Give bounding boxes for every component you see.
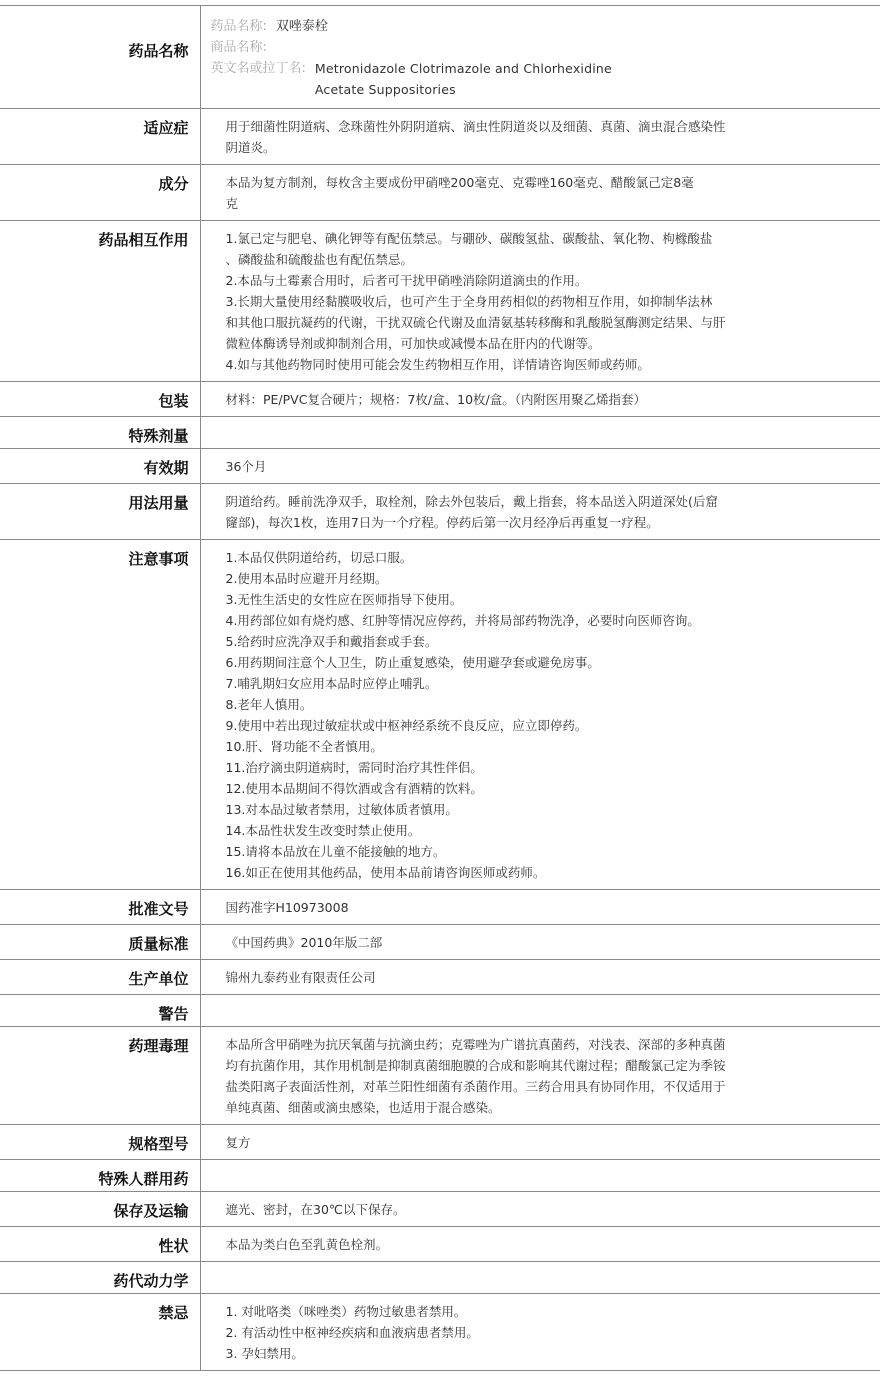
value-line: 4.用药部位如有烧灼感、红肿等情况应停药，并将局部药物洗净，必要时向医师咨询。 — [226, 610, 791, 631]
value-line: 2.本品与土霉素合用时，后者可干扰甲硝唑消除阴道滴虫的作用。 — [226, 270, 791, 291]
info-row — [0, 890, 880, 925]
value-line: 9.使用中若出现过敏症状或中枢神经系统不良反应，应立即停药。 — [226, 715, 791, 736]
value-line: 14.本品性状发生改变时禁止使用。 — [226, 820, 791, 841]
row-label: 特殊人群用药 — [0, 1160, 200, 1192]
row-label: 适应症 — [0, 109, 200, 165]
row-label: 药品名称 — [0, 6, 200, 109]
info-row — [0, 221, 880, 382]
generic-name-row — [211, 16, 880, 37]
value-line: 12.使用本品期间不得饮酒或含有酒精的饮料。 — [226, 778, 791, 799]
info-row — [0, 1294, 880, 1371]
row-value — [200, 382, 880, 417]
row-value — [200, 109, 880, 165]
value-line: 7.哺乳期妇女应用本品时应停止哺乳。 — [226, 673, 791, 694]
drug-info-table — [0, 5, 880, 1371]
value-line: 2.使用本品时应避开月经期。 — [226, 568, 791, 589]
row-label: 成分 — [0, 165, 200, 221]
row-value — [200, 995, 880, 1027]
value-line: 、磷酸盐和硫酸盐也有配伍禁忌。 — [226, 249, 791, 270]
english-name-row — [211, 58, 880, 100]
info-row — [0, 925, 880, 960]
value-line: 3. 孕妇禁用。 — [226, 1343, 791, 1364]
value-line: 13.对本品过敏者禁用，过敏体质者慎用。 — [226, 799, 791, 820]
row-value — [200, 1160, 880, 1192]
info-row-name — [0, 6, 880, 109]
value-line: 6.用药期间注意个人卫生，防止重复感染，使用避孕套或避免房事。 — [226, 652, 791, 673]
row-value — [200, 960, 880, 995]
value-line: 遮光、密封，在30℃以下保存。 — [226, 1199, 791, 1220]
row-label: 质量标准 — [0, 925, 200, 960]
row-value — [200, 165, 880, 221]
drug-name-block — [200, 6, 880, 109]
value-line: 1.本品仅供阴道给药，切忌口服。 — [226, 547, 791, 568]
row-label: 有效期 — [0, 449, 200, 484]
row-value — [200, 417, 880, 449]
value-line: 8.老年人慎用。 — [226, 694, 791, 715]
row-value — [200, 890, 880, 925]
value-line: 复方 — [226, 1132, 791, 1153]
value-line: 国药准字H10973008 — [226, 897, 791, 918]
value-line: 1.氯己定与肥皂、碘化钾等有配伍禁忌。与硼砂、碳酸氢盐、碳酸盐、氧化物、枸橼酸盐 — [226, 228, 791, 249]
row-label: 性状 — [0, 1227, 200, 1262]
value-line: 和其他口服抗凝药的代谢，干扰双硫仑代谢及血清氨基转移酶和乳酸脱氢酶测定结果、与肝 — [226, 312, 791, 333]
row-value — [200, 1262, 880, 1294]
row-label: 药品相互作用 — [0, 221, 200, 382]
info-row — [0, 449, 880, 484]
value-line: 材料：PE/PVC复合硬片；规格：7枚/盒、10枚/盒。（内附医用聚乙烯指套） — [226, 389, 791, 410]
value-line: 15.请将本品放在儿童不能接触的地方。 — [226, 841, 791, 862]
info-row — [0, 109, 880, 165]
row-label: 药代动力学 — [0, 1262, 200, 1294]
info-row — [0, 382, 880, 417]
value-line: 16.如正在使用其他药品，使用本品前请咨询医师或药师。 — [226, 862, 791, 883]
english-name-key: 英文名或拉丁名: — [211, 58, 306, 100]
value-line: 均有抗菌作用，其作用机制是抑制真菌细胞膜的合成和影响其代谢过程；醋酸氯己定为季铵 — [226, 1055, 791, 1076]
info-row — [0, 417, 880, 449]
value-line: 锦州九泰药业有限责任公司 — [226, 967, 791, 988]
row-label: 特殊剂量 — [0, 417, 200, 449]
value-line: 11.治疗滴虫阴道病时，需同时治疗其性伴侣。 — [226, 757, 791, 778]
row-value — [200, 1125, 880, 1160]
value-line: 2. 有活动性中枢神经疾病和血液病患者禁用。 — [226, 1322, 791, 1343]
value-line: 1. 对吡咯类（咪唑类）药物过敏患者禁用。 — [226, 1301, 791, 1322]
value-line: 3.无性生活史的女性应在医师指导下使用。 — [226, 589, 791, 610]
value-line: 窿部)，每次1枚，连用7日为一个疗程。停药后第一次月经净后再重复一疗程。 — [226, 512, 791, 533]
value-line: 微粒体酶诱导剂或抑制剂合用，可加快或减慢本品在肝内的代谢等。 — [226, 333, 791, 354]
row-label: 药理毒理 — [0, 1027, 200, 1125]
value-line: 36个月 — [226, 456, 791, 477]
value-line: 用于细菌性阴道病、念珠菌性外阴阴道病、滴虫性阴道炎以及细菌、真菌、滴虫混合感染性 — [226, 116, 791, 137]
drug-info-body — [0, 6, 880, 1371]
row-value — [200, 1027, 880, 1125]
trade-name-key: 商品名称: — [211, 37, 267, 58]
row-label: 规格型号 — [0, 1125, 200, 1160]
row-label: 警告 — [0, 995, 200, 1027]
value-line: 4.如与其他药物同时使用可能会发生药物相互作用，详情请咨询医师或药师。 — [226, 354, 791, 375]
info-row — [0, 165, 880, 221]
row-value — [200, 1294, 880, 1371]
info-row — [0, 995, 880, 1027]
value-line: 单纯真菌、细菌或滴虫感染，也适用于混合感染。 — [226, 1097, 791, 1118]
info-row — [0, 960, 880, 995]
value-line: 5.给药时应洗净双手和戴指套或手套。 — [226, 631, 791, 652]
trade-name-row — [211, 37, 880, 58]
value-line: 阴道炎。 — [226, 137, 791, 158]
row-label: 禁忌 — [0, 1294, 200, 1371]
row-label: 注意事项 — [0, 540, 200, 890]
info-row — [0, 540, 880, 890]
info-row — [0, 1125, 880, 1160]
english-name-line: Acetate Suppositories — [315, 79, 612, 100]
value-line: 阴道给药。睡前洗净双手，取栓剂，除去外包装后，戴上指套，将本品送入阴道深处(后窟 — [226, 491, 791, 512]
row-label: 包装 — [0, 382, 200, 417]
row-value — [200, 540, 880, 890]
english-name-value — [306, 58, 612, 100]
generic-name-key: 药品名称: — [211, 16, 267, 37]
row-value — [200, 1192, 880, 1227]
info-row — [0, 1227, 880, 1262]
value-line: 本品所含甲硝唑为抗厌氧菌与抗滴虫药；克霉唑为广谱抗真菌药，对浅表、深部的多种真菌 — [226, 1034, 791, 1055]
value-line: 3.长期大量使用经黏膜吸收后，也可产生于全身用药相似的药物相互作用，如抑制华法林 — [226, 291, 791, 312]
value-line: 克 — [226, 193, 791, 214]
row-label: 生产单位 — [0, 960, 200, 995]
row-value — [200, 449, 880, 484]
value-line: 本品为类白色至乳黄色栓剂。 — [226, 1234, 791, 1255]
info-row — [0, 1160, 880, 1192]
trade-name-value — [267, 37, 276, 58]
row-label: 批准文号 — [0, 890, 200, 925]
english-name-line: Metronidazole Clotrimazole and Chlorhexidine — [315, 58, 612, 79]
info-row — [0, 1262, 880, 1294]
value-line: 盐类阳离子表面活性剂，对革兰阳性细菌有杀菌作用。三药合用具有协同作用，不仅适用于 — [226, 1076, 791, 1097]
value-line: 10.肝、肾功能不全者慎用。 — [226, 736, 791, 757]
info-row — [0, 1027, 880, 1125]
info-row — [0, 1192, 880, 1227]
row-value — [200, 925, 880, 960]
row-label: 用法用量 — [0, 484, 200, 540]
row-label: 保存及运输 — [0, 1192, 200, 1227]
value-line: 《中国药典》2010年版二部 — [226, 932, 791, 953]
row-value — [200, 484, 880, 540]
value-line: 本品为复方制剂，每枚含主要成份甲硝唑200毫克、克霉唑160毫克、醋酸氯己定8毫 — [226, 172, 791, 193]
row-value — [200, 221, 880, 382]
generic-name-value: 双唑泰栓 — [267, 16, 328, 37]
row-value — [200, 1227, 880, 1262]
info-row — [0, 484, 880, 540]
